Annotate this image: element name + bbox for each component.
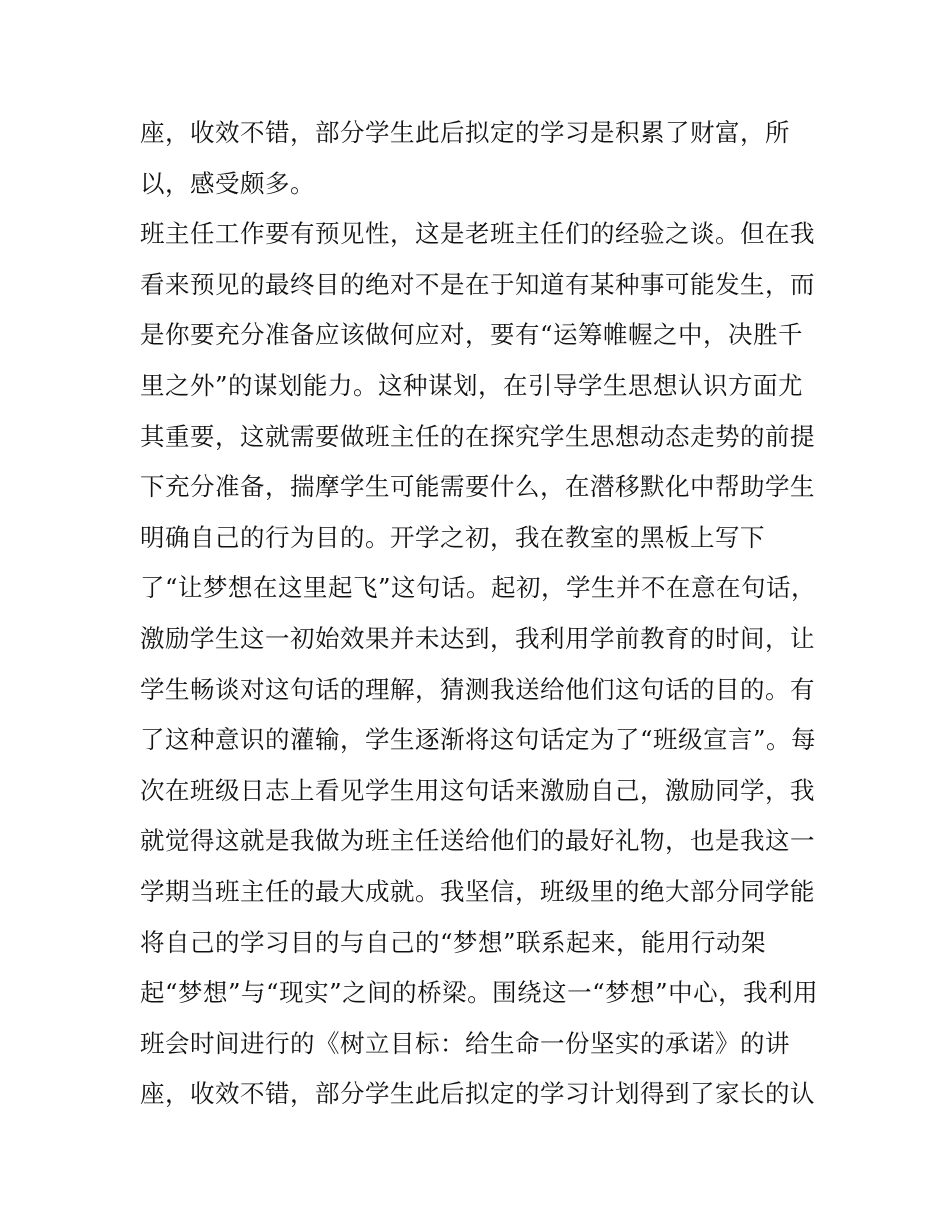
text-line-1: 座，收效不错，部分学生此后拟定的学习是积累了财富，所 <box>140 118 790 147</box>
text-line-14: 次在班级日志上看见学生用这句话来激励自己，激励同学，我 <box>140 775 815 805</box>
text-line-16: 学期当班主任的最大成就。我坚信，班级里的绝大部分同学能 <box>140 876 815 906</box>
text-line-4: 看来预见的最终目的绝对不是在于知道有某种事可能发生，而 <box>140 269 815 299</box>
text-line-13: 了这种意识的灌输，学生逐渐将这句话定为了“班级宣言”。每 <box>140 725 817 755</box>
text-line-17: 将自己的学习目的与自己的“梦想”联系起来，能用行动架 <box>140 927 767 957</box>
text-line-20: 座，收效不错，部分学生此后拟定的学习计划得到了家长的认 <box>140 1079 815 1109</box>
text-line-9: 明确自己的行为目的。开学之初，我在教室的黑板上写下 <box>140 522 765 552</box>
text-line-12: 学生畅谈对这句话的理解，猜测我送给他们这句话的目的。有 <box>140 674 815 704</box>
text-line-5: 是你要充分准备应该做何应对，要有“运筹帷幄之中，决胜千 <box>140 320 804 350</box>
text-line-15: 就觉得这就是我做为班主任送给他们的最好礼物，也是我这一 <box>140 826 815 856</box>
text-line-10: 了“让梦想在这里起飞”这句话。起初，学生并不在意在句话， <box>140 573 817 603</box>
text-line-19: 班会时间进行的《树立目标：给生命一份坚实的承诺》的讲 <box>140 1028 790 1058</box>
text-line-6: 里之外”的谋划能力。这种谋划，在引导学生思想认识方面尤 <box>140 370 804 400</box>
text-line-7: 其重要，这就需要做班主任的在探究学生思想动态走势的前提 <box>140 421 815 451</box>
text-line-3: 班主任工作要有预见性，这是老班主任们的经验之谈。但在我 <box>140 219 815 249</box>
text-line-18: 起“梦想”与“现实”之间的桥梁。围绕这一“梦想”中心，我利用 <box>140 978 819 1008</box>
text-line-8: 下充分准备，揣摩学生可能需要什么，在潜移默化中帮助学生 <box>140 472 815 502</box>
text-line-2: 以，感受颇多。 <box>140 168 315 198</box>
text-line-11: 激励学生这一初始效果并未达到，我利用学前教育的时间，让 <box>140 623 815 653</box>
body-text <box>140 108 820 1120</box>
